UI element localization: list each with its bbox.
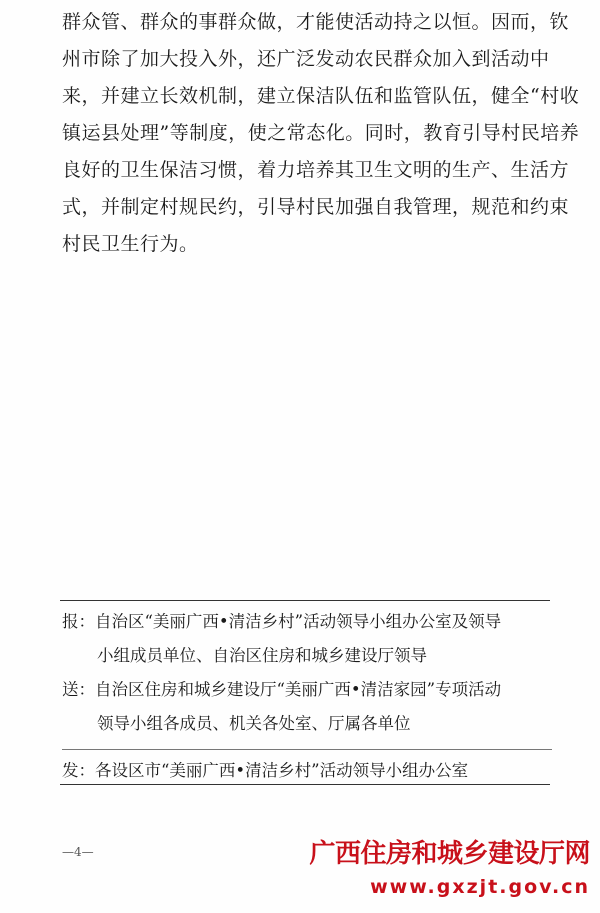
body-line: 村民卫生行为。 — [62, 233, 199, 255]
report-to-entry — [62, 605, 552, 673]
report-to-continuation: 小组成员单位、自治区住房和城乡建设厅领导 — [97, 646, 427, 665]
send-to-entry — [62, 673, 552, 741]
watermark-site-name: 广西住房和城乡建设厅网 — [309, 839, 590, 869]
distribution-bottom-rule — [60, 784, 550, 785]
body-line: 镇运县处理”等制度，使之常态化。同时，教育引导村民培养 — [62, 122, 580, 144]
site-watermark — [309, 838, 590, 900]
distribution-top-rule — [60, 600, 550, 601]
report-to-line: 报：自治区“美丽广西•清洁乡村”活动领导小组办公室及领导 — [62, 612, 502, 631]
body-paragraph — [62, 4, 580, 263]
distribution-block — [62, 605, 552, 788]
body-line: 群众管、群众的事群众做，才能使活动持之以恒。因而，钦 — [62, 11, 570, 33]
page-number: —4— — [62, 845, 94, 859]
watermark-site-url: www.gxzjt.gov.cn — [370, 876, 590, 898]
send-to-line: 送：自治区住房和城乡建设厅“美丽广西•清洁家园”专项活动 — [62, 680, 502, 699]
issue-to-line: 发：各设区市“美丽广西•清洁乡村”活动领导小组办公室 — [62, 761, 469, 780]
send-to-continuation: 领导小组各成员、机关各处室、厅属各单位 — [97, 714, 411, 733]
body-line: 式，并制定村规民约，引导村民加强自我管理，规范和约束 — [62, 196, 570, 218]
body-line: 良好的卫生保洁习惯，着力培养其卫生文明的生产、生活方 — [62, 159, 570, 181]
issue-to-entry — [62, 749, 552, 788]
body-line: 州市除了加大投入外，还广泛发动农民群众加入到活动中 — [62, 48, 550, 70]
body-line: 来，并建立长效机制，建立保洁队伍和监管队伍，健全“村收 — [62, 85, 580, 107]
